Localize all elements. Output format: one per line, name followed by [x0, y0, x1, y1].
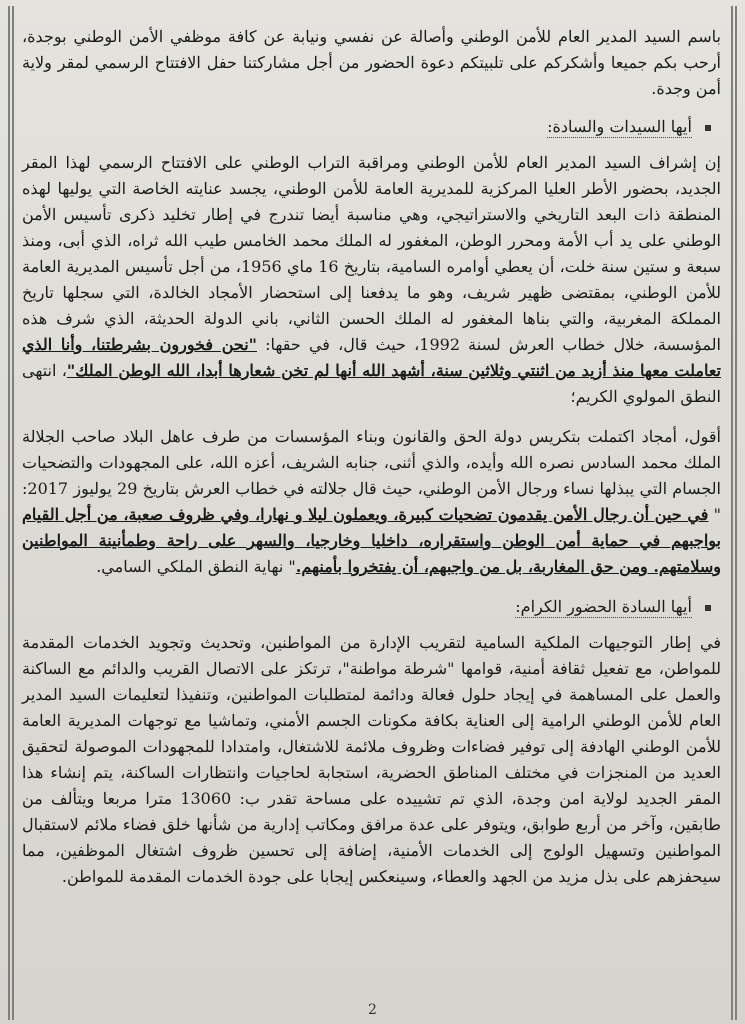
section-heading-dear-guests	[22, 594, 721, 620]
section-heading-text: أيها السادة الحضور الكرام:	[515, 597, 692, 616]
section-heading-ladies-gentlemen	[22, 114, 721, 140]
bullet-icon	[705, 605, 711, 611]
paragraph-achievements-text: أقول، أمجاد اكتملت بتكريس دولة الحق والقانون وبناء المؤسسات من طرف عاهل البلاد صاحب الجلالة الملك محمد السادس نصره الله وأيده، والذي أثنى، جنابه الشريف، أعزه الله، على المجهودات والتضحيات الجسام التي يبذلها نساء ورجال الأمن الوطني، حيث قال جلالته في خطاب العرش بتاريخ 29 يوليوز 2017: "	[22, 427, 722, 524]
paragraph-welcome-text: باسم السيد المدير العام للأمن الوطني وأصالة عن نفسي ونيابة عن كافة موظفي الأمن الوطني بوجدة، أرحب بكم جميعا وأشكركم على تلبيتكم دعوة الحضور من أجل مشاركتنا حفل الافتتاح الرسمي لمقر ولاية أمن وجدة.	[22, 27, 722, 98]
paragraph-achievements-end: " نهاية النطق الملكي السامي.	[96, 557, 296, 576]
royal-quote-mohammed: في حين أن رجال الأمن يقدمون تضحيات كبيرة، ويعملون ليلا و نهارا، وفي ظروف صعبة، من أجل القيام بواجبهم في حماية أمن الوطن واستقراره، داخليا وخارجيا، والسهر على راحة وطمأنينة المواطنين وسلامتهم. ومن حق المغاربة، بل من واجبهم، أن يفتخروا بأمنهم.	[22, 505, 721, 576]
page-number: 2	[368, 1002, 377, 1018]
section-heading-text: أيها السيدات والسادة:	[547, 117, 692, 136]
paragraph-new-headquarters-text: في إطار التوجيهات الملكية السامية لتقريب الإدارة من المواطنين، وتحديث وتجويد الخدمات المقدمة للمواطن، مع تفعيل ثقافة أمنية، قوامها "شرطة مواطنة"، ترتكز على الاتصال القريب والدائم مع الساكنة والعمل على المساهمة في إيجاد حلول فعالة ودائمة لمتطلبات المواطنين، وتنفيذا لتعليمات السيد المدير العام للأمن الوطني الرامية إلى العناية بكافة مكونات الجسم الأمني، وتماشيا مع توجهات المديرية العامة للأمن الوطني الهادفة إلى توفير فضاءات وظروف ملائمة للاشتغال، وامتدادا للمجهودات الموصولة لتحقيق العديد من المنجزات في مختلف المناطق الحضرية، استجابة لحاجيات وانتظارات الساكنة، يتم إنشاء هذا المقر الجديد لولاية امن وجدة، الذي تم تشييده على مساحة تقدر ب: 13060 مترا مربعا ويتألف من طابقين، وآخر من أربع طوابق، ويتوفر على عدة مرافق ومكاتب إدارية من شأنها خلق فضاء ملائم لاستقبال المواطنين وتسهيل الولوج إلى الخدمات الأمنية، إضافة إلى تحسين ظروف اشتغال الموظفين، مما سيحفزهم على بذل مزيد من الجهد والعطاء، وسينعكس إيجابا على جودة الخدمات المقدمة للمواطن.	[22, 633, 722, 886]
document-body	[22, 24, 721, 994]
paragraph-history-text: إن إشراف السيد المدير العام للأمن الوطني ومراقبة التراب الوطني على الافتتاح الرسمي لهذا المقر الجديد، بحضور الأطر العليا المركزية للمديرية العامة للأمن الوطني، يجسد عنايته الخاصة التي يوليها لهذه المنطقة ذات البعد التاريخي والاستراتيجي، وهي مناسبة أيضا تندرج في إطار تخليد ذكرى تأسيس الأمن الوطني على يد أب الأمة ومحرر الوطن، المغفور له الملك محمد الخامس طيب الله ثراه، الذي أبى، ومنذ سبعة و ستين سنة خلت، أن يعطي أوامره السامية، بتاريخ 16 ماي 1956، من أجل تأسيس المديرية العامة للأمن الوطني، بمقتضى ظهير شريف، وهو ما يدفعنا إلى استحضار الأمجاد الخالدة، التي سجلها تاريخ المملكة المغربية، والتي بناها المغفور له الملك الحسن الثاني، باني الدولة الحديثة، الذي شرف هذه المؤسسة، خلال خطاب العرش لسنة 1992، حيث قال، في حقها:	[22, 153, 722, 354]
paragraph-new-headquarters	[22, 630, 721, 890]
paragraph-history	[22, 150, 721, 410]
paragraph-welcome	[22, 24, 721, 102]
bullet-icon	[705, 125, 711, 131]
royal-quote-hassan: "نحن فخورون بشرطتنا، وأنا الذي تعاملت معها منذ أزيد من اثنتي وثلاثين سنة، أشهد الله أنها لم تخن شعارها أبدا، الله الوطن الملك"	[22, 335, 722, 380]
paragraph-achievements	[22, 424, 721, 580]
paragraph-history-end: ، انتهى النطق المولوي الكريم؛	[22, 361, 721, 406]
